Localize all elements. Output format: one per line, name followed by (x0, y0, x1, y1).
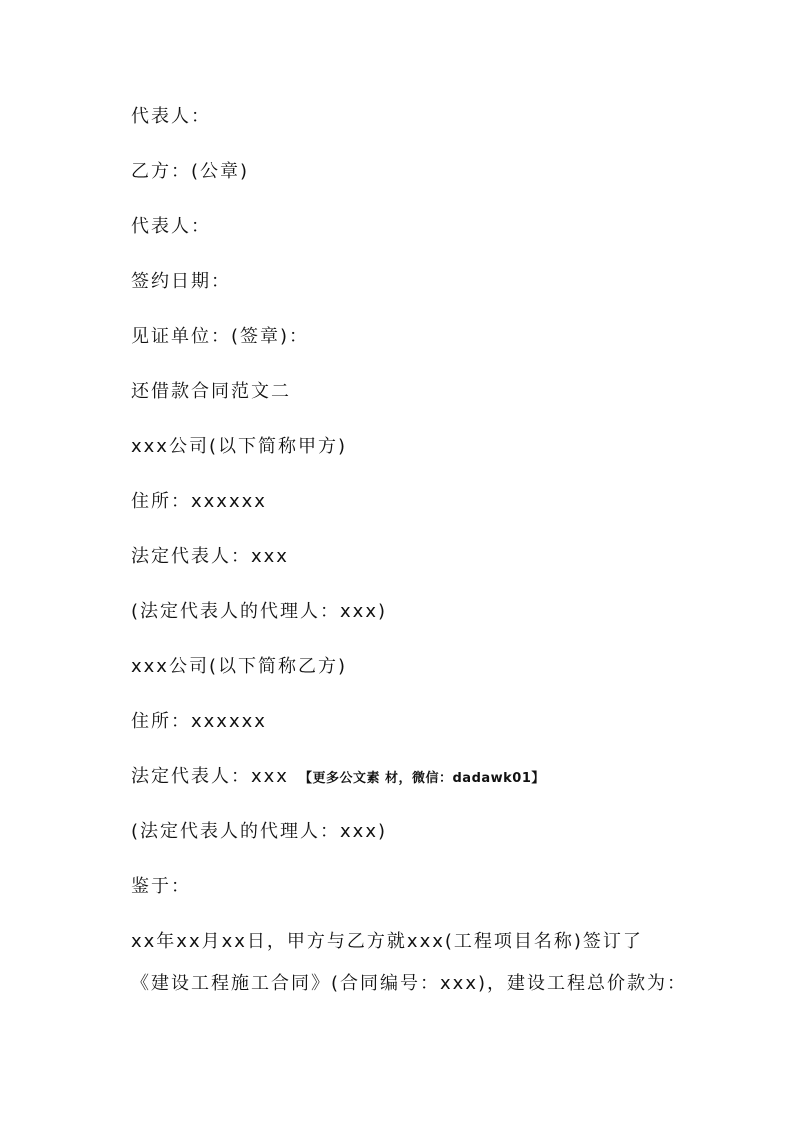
text-line: (法定代表人的代理人：xxx) (131, 601, 388, 622)
text-line: xxx公司(以下简称乙方) (131, 656, 348, 677)
paragraph-line: xx年xx月xx日，甲方与乙方就xxx(工程项目名称)签订了 (131, 931, 643, 952)
text-line: 鉴于： (131, 876, 191, 897)
text-line-with-note (131, 765, 545, 791)
text-line: 签约日期： (131, 271, 231, 292)
text-line: 住所：xxxxxx (131, 711, 267, 732)
text-line: 法定代表人：xxx (131, 766, 289, 787)
paragraph-line: 《建设工程施工合同》(合同编号：xxx)，建设工程总价款为： (131, 973, 687, 994)
text-line: 代表人： (131, 216, 211, 237)
section-heading: 还借款合同范文二 (131, 381, 291, 402)
promo-note: 【更多公文素 材，微信：dadawk01】 (298, 771, 545, 786)
text-line: 乙方：(公章) (131, 161, 250, 182)
text-line: 法定代表人：xxx (131, 546, 289, 567)
text-line: xxx公司(以下简称甲方) (131, 436, 348, 457)
text-line: 住所：xxxxxx (131, 491, 267, 512)
text-line: (法定代表人的代理人：xxx) (131, 821, 388, 842)
text-line: 见证单位：(签章)： (131, 326, 310, 347)
text-line: 代表人： (131, 106, 211, 127)
